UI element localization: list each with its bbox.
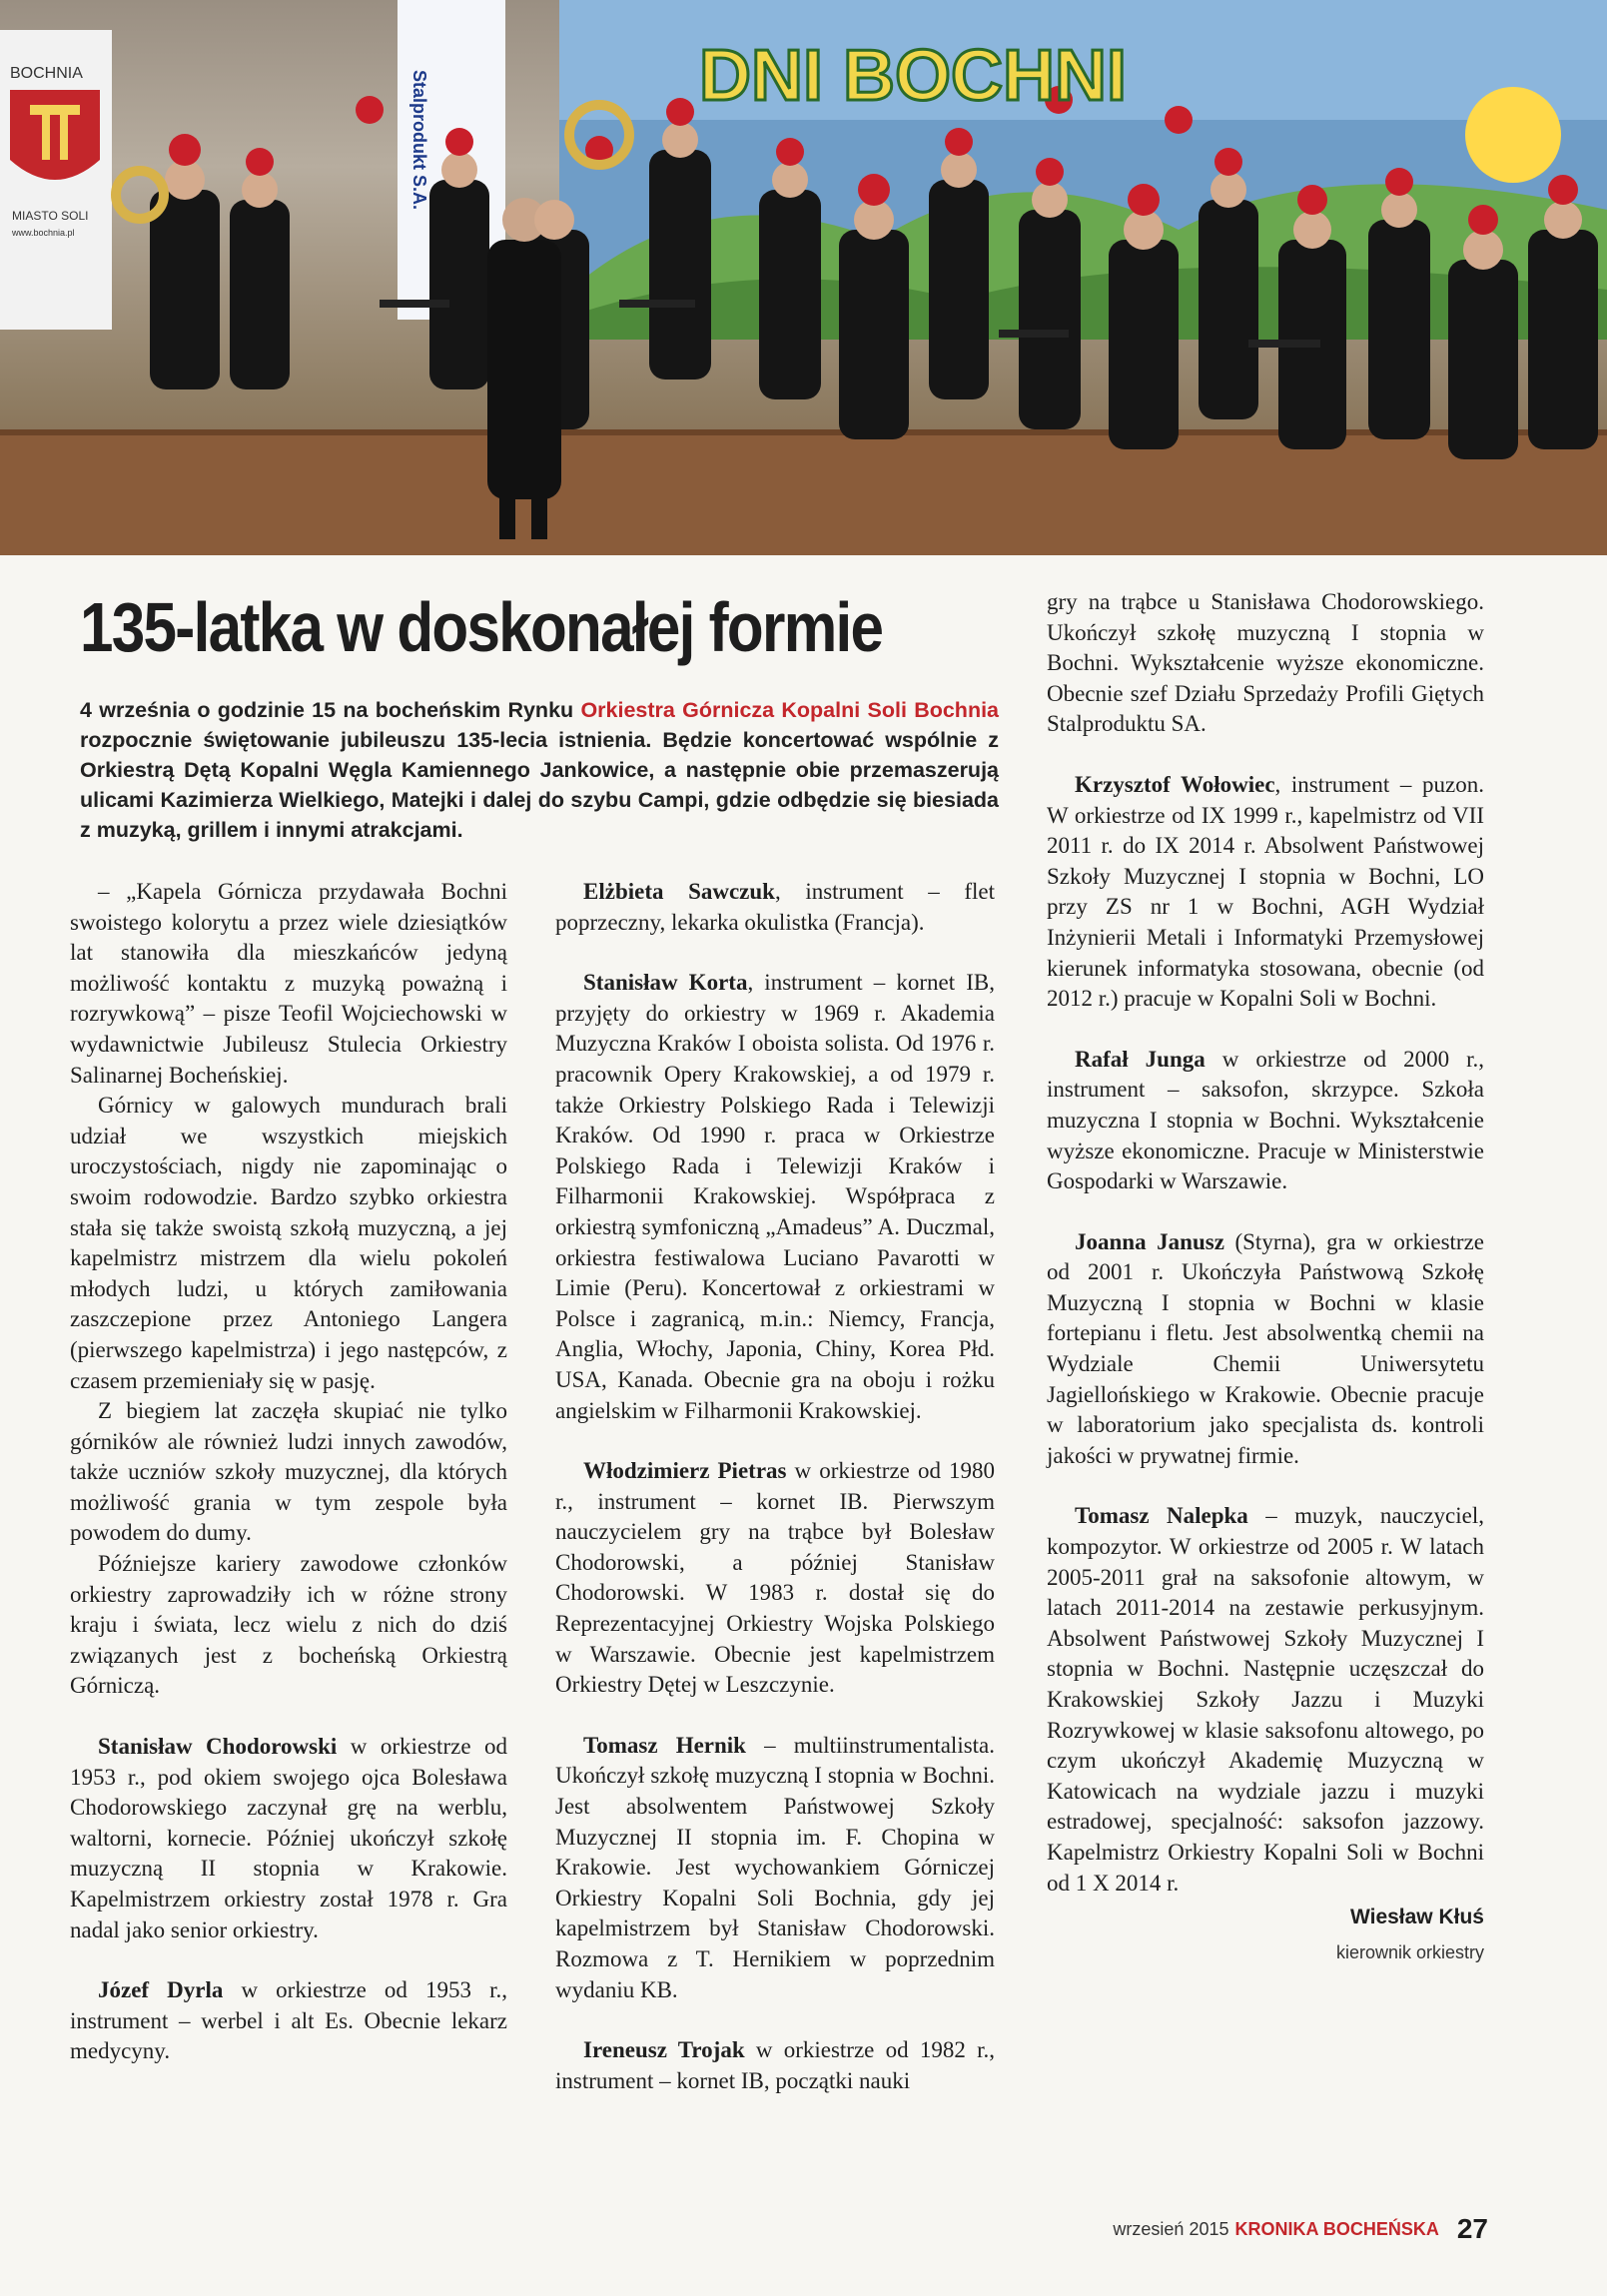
page-number: 27 — [1456, 2213, 1488, 2244]
column-1 — [70, 877, 507, 2067]
orchestra-photo — [0, 0, 1607, 555]
member-description: , instrument – kornet IB, przyjęty do orkiestry w 1969 r. Akademia Muzyczna Kraków I oboista solista. Od 1976 r. pracownik Opery Krakowskiej, a od 1979 r. także Orkiestry Polskiego Rada i Telewizji Kraków. Od 1990 r. praca w Orkiestrze Polskiego Rada i Telewizji Kraków i Filharmonii Krakowskiej. Współpraca z orkiestrą symfoniczną „Amadeus” A. Duczmal, orkiestra festiwalowa Luciano Pavarotti w Limie (Peru). Koncertował z orkiestrami w Polsce i zagranicą, m.in.: Niemcy, Francja, Anglia, Włochy, Japonia, Chiny, Korea Płd. USA, Kanada. Obecnie gra na oboju i rożku angielskim w Filharmonii Krakowskiej. — [555, 970, 996, 1423]
member-description: – muzyk, nauczyciel, kompozytor. W orkiestrze od 2005 r. W latach 2005-2011 grał na saksofonie altowym, w latach 2011-2014 na zestawie perkusyjnym. Absolwent Państwowej Szkoły Muzycznej I stopnia w Bochni. Następnie uczęszczał do Krakowskiej Szkoły Jazzu i Muzyki Rozrywkowej w klasie saksofonu altowego, po czym ukończył Akademię Muzyczną w Katowicach na wydziale jazzu i muzyki estradowej, specjalność: saksofon jazzowy. Kapelmistrz Orkiestry Kopalni Soli w Bochni od 1 X 2014 r. — [1047, 1503, 1485, 1896]
member-name: Tomasz Hernik — [583, 1732, 746, 1758]
signature — [1047, 1903, 1484, 1967]
member-entry — [1047, 1227, 1484, 1472]
signature-role: kierownik orkiestry — [1335, 1941, 1484, 1962]
page-footer — [1049, 2213, 1488, 2245]
intro-paragraph: Z biegiem lat zaczęła skupiać nie tylko górników ale również ludzi innych zawodów, także uczniów szkoły muzycznej, dla których możliwość grania w tym zespole była powodem do dumy. — [70, 1398, 507, 1546]
dni-bochni-banner-text: DNI BOCHNI — [699, 36, 1127, 116]
member-description: – multiinstrumentalista. Ukończył szkołę muzyczną I stopnia w Bochni. Jest absolwentem Państwowej Szkoły Muzycznej II stopnia im. F. Chopina w Krakowie. Jest wychowankiem Górniczej Orkiestry Kopalni Soli Bochnia, gdy jej kapelmistrzem był Stanisław Chodorowski. Rozmowa z T. Hernikiem w poprzednim wydaniu KB. — [555, 1732, 996, 2002]
left-banner-city: BOCHNIA — [10, 65, 83, 82]
member-description: w orkiestrze od 1953 r., pod okiem swojego ojca Bolesława Chodorowskiego zaczynał grę na werblu, waltorni, kornecie. Później ukończył szkołę muzyczną II stopnia w Krakowie. Kapelmistrzem orkiestry został 1978 r. Gra nadal jako senior orkiestry. — [70, 1734, 507, 1942]
intro-paragraph: – „Kapela Górnicza przydawała Bochni swoistego kolorytu a przez wiele dziesiątków lat stanowiła dla mieszkańców jedyną możliwość kontaktu z muzyką poważną i rozrywkową” – pisze Teofil Wojciechowski w wydawnictwie Jubileusz Stulecia Orkiestry Salinarnej Bocheńskiej. — [70, 879, 507, 1088]
member-description: w orkiestrze od 2000 r., instrument – saksofon, skrzypce. Szkoła muzyczna I stopnia w Bochni. Wykształcenie wyższe ekonomiczne. Pracuje w Ministerstwie Gospodarki w Warszawie. — [1047, 1046, 1484, 1194]
member-description: w orkiestrze od 1982 r., instrument – kornet IB, początki nauki — [555, 2037, 995, 2093]
member-name: Joanna Janusz — [1075, 1228, 1224, 1254]
member-entry — [1047, 1045, 1484, 1197]
intro-paragraph: Górnicy w galowych mundurach brali udział we wszystkich miejskich uroczystościach, nigdy nie zapominając o swoim rodowodzie. Bardzo szybko orkiestra stała się także swoistą szkołą muzyczną, a jej kapelmistrz mistrzem dla wielu pokoleń młodych ludzi, u których zamiłowania zaszczepione przez Antoniego Langera (pierwszego kapelmistrza) i jego następców, z czasem przemieniały się w pasję. — [70, 1093, 507, 1393]
member-entry — [70, 1732, 507, 1945]
article-lead — [80, 695, 999, 845]
member-name: Krzysztof Wołowiec — [1075, 771, 1275, 797]
member-description: , instrument – flet poprzeczny, lekarka okulistka (Francja). — [555, 879, 996, 935]
member-name: Stanisław Korta — [583, 970, 748, 996]
member-entry — [555, 1731, 995, 2005]
member-entry — [555, 1456, 995, 1701]
member-description: w orkiestrze od 1953 r., instrument – werbel i alt Es. Obecnie lekarz medycyny. — [70, 1977, 507, 2064]
column-2 — [555, 877, 995, 2096]
intro-paragraph: Późniejsze kariery zawodowe członków orkiestry zaprowadziły ich w różne strony kraju i świata, lecz wielu z nich do dziś związanych jest z bocheńską Orkiestrą Górniczą. — [70, 1551, 507, 1699]
left-banner-tagline: MIASTO SOLI — [12, 209, 89, 223]
issue-date: wrzesień 2015 — [1113, 2219, 1229, 2239]
member-entry — [1047, 770, 1484, 1015]
member-entry — [555, 968, 995, 1426]
column-3 — [1047, 587, 1484, 1967]
continuation-paragraph: gry na trąbce u Stanisława Chodorowskiego. Ukończył szkołę muzyczną I stopnia w Bochni. Wykształcenie wyższe ekonomiczne. Obecnie szef Działu Sprzedaży Profili Giętych Stalproduktu SA. — [1047, 589, 1484, 737]
article-title: 135-latka w doskonałej formie — [80, 588, 883, 666]
member-description: (Styrna), gra w orkiestrze od 2001 r. Ukończyła Państwową Szkołę Muzyczną I stopnia w Bochni w klasie fortepianu i fletu. Jest absolwentką chemii na Wydziale Chemii Uniwersytetu Jagiellońskiego w Krakowie. Obecnie pracuje w laboratorium jako specjalista ds. kontroli jakości w prywatnej firmie. — [1047, 1228, 1484, 1468]
member-name: Rafał Junga — [1075, 1046, 1205, 1072]
member-name: Włodzimierz Pietras — [583, 1458, 787, 1484]
lead-text-end: rozpocznie świętowanie jubileuszu 135-lecia istnienia. Będzie koncertować wspólnie z Orkiestrą Dętą Kopalni Węgla Kamiennego Jankowice, a następnie obie przemaszerują ulicami Kazimierza Wielkiego, Matejki i dalej do szybu Campi, gdzie odbędzie się biesiada z muzyką, grillem i innymi atrakcjami. — [80, 728, 999, 842]
member-entry — [555, 2035, 995, 2096]
member-name: Elżbieta Sawczuk — [583, 879, 775, 904]
member-entry — [70, 1975, 507, 2067]
member-name: Ireneusz Trojak — [583, 2037, 745, 2063]
magazine-name: KRONIKA BOCHEŃSKA — [1234, 2219, 1439, 2239]
member-name: Tomasz Nalepka — [1075, 1503, 1248, 1529]
left-banner-url: www.bochnia.pl — [12, 228, 75, 238]
sponsor-banner-text: Stalprodukt S.A. — [409, 70, 429, 211]
member-description: w orkiestrze od 1980 r., instrument – kornet IB. Pierwszym nauczycielem gry na trąbce był Bolesław Chodorowski, a później Stanisław Chodorowski. W 1983 r. dostał się do Reprezentacyjnej Orkiestry Wojska Polskiego w Warszawie. Obecnie jest kapelmistrzem Orkiestry Dętej w Leszczynie. — [555, 1458, 995, 1698]
orchestra-photo-illustration — [0, 0, 1607, 555]
member-entry — [555, 877, 995, 938]
member-description: , instrument – puzon. W orkiestrze od IX 1999 r., kapelmistrz od VII 2011 r. do IX 2014 r. Absolwent Państwowej Szkoły Muzycznej I stopnia w Bochni, LO przy ZS nr 1 w Bochni, AGH Wydział Inżynierii Metali i Informatyki Przemysłowej kierunek informatyka stosowana, obecnie (od 2012 r.) pracuje w Kopalni Soli w Bochni. — [1047, 771, 1484, 1012]
signature-name: Wiesław Kłuś — [1349, 1906, 1484, 1929]
lead-highlight: Orkiestra Górnicza Kopalni Soli Bochnia — [580, 698, 1000, 722]
member-name: Józef Dyrla — [98, 1977, 224, 2003]
member-entry — [1047, 1501, 1484, 1899]
member-name: Stanisław Chodorowski — [98, 1734, 338, 1760]
lead-text-start: 4 września o godzinie 15 na bocheńskim Rynku — [80, 698, 581, 722]
